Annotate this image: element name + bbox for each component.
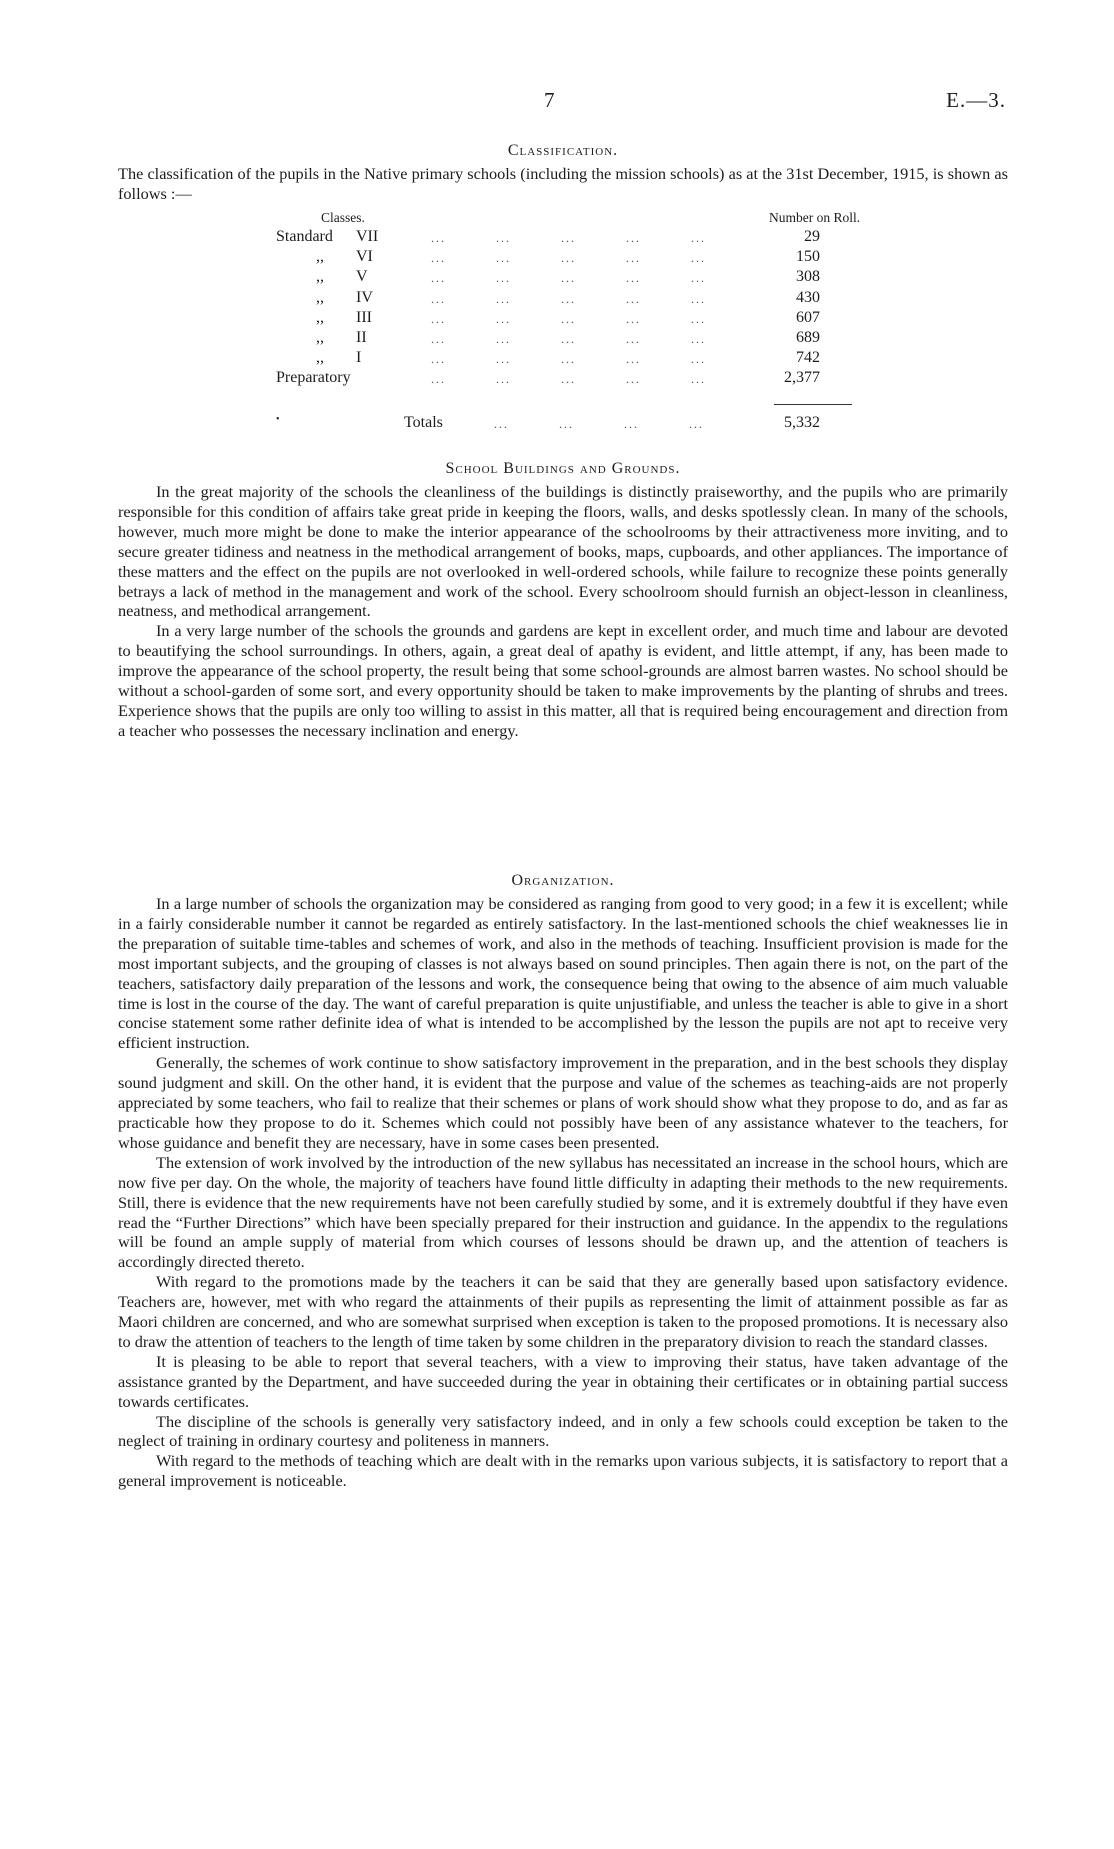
row-leader-dots: ... ... ... ... ... (431, 331, 706, 346)
paragraph: In a very large number of the schools the grounds and gardens are kept in excellent order, and much time and labour are devoted to beautifying the school surroundings. In others, again, a great deal of apathy is evident, and little attempt, if any, has been made to improve the appearance of the school property, the result being that some school-grounds are almost barren wastes. No school should be without a school-garden of some sort, and every opportunity should be taken to make improvements by the planting of shrubs and trees. Experience shows that the pupils are only too willing to assist in this matter, all that is required being encouragement and direction from a teacher who possesses the necessary inclination and energy. (118, 621, 1008, 740)
row-class: VII (356, 228, 379, 245)
paragraph: In the great majority of the schools the cleanliness of the buildings is distinctly praiseworthy, and the pupils who are primarily responsible for this condition of affairs take great pride in keeping the floors, walls, and desks spotlessly clean. In many of the schools, however, much more might be done to make the interior appearance of the schoolrooms by their attractiveness more inviting, and to secure greater tidiness and neatness in the methodical arrangement of books, maps, cupboards, and other appliances. The importance of these matters and the effect on the pupils are not overlooked in well-ordered schools, while failure to recognize these points generally betrays a lack of method in the management and work of the school. Every schoolroom should furnish an object-lesson in cleanliness, neatness, and methodical arrangement. (118, 482, 1008, 621)
row-class: I (356, 349, 362, 367)
paragraph: With regard to the methods of teaching which are dealt with in the remarks upon various subjects, it is satisfactory to report that a general improvement is noticeable. (118, 1451, 1008, 1491)
row-class: III (356, 308, 372, 326)
table-row (276, 349, 876, 369)
page-reference: E.—3. (946, 88, 1006, 112)
buildings-text (118, 482, 1008, 741)
table-row (276, 228, 876, 248)
row-value: 150 (796, 248, 820, 266)
row-leader-dots: ... ... ... ... ... (431, 311, 706, 326)
table-row (276, 329, 876, 349)
table-row (276, 369, 876, 389)
column-header-classes: Classes. (321, 210, 365, 225)
totals-value: 5,332 (784, 414, 820, 431)
classification-heading: Classification. (507, 142, 619, 159)
row-leader-dots: ... ... ... ... ... (431, 291, 706, 306)
row-prefix: Standard (276, 228, 333, 245)
row-class: IV (356, 288, 373, 306)
row-leader-dots: ... ... ... ... ... (431, 271, 706, 286)
row-value: 2,377 (784, 369, 820, 387)
paragraph: Generally, the schemes of work continue to show satisfactory improvement in the preparation, and in the best schools they display sound judgment and skill. On the other hand, it is evident that the purpose and value of the schemes as teaching-aids are not properly appreciated by some teachers, who fail to realize that their schemes or plans of work should show what they propose to do, and as far as practicable how they propose to do it. Schemes which could not possibly have been of any assistance whatever to the teachers, for whose guidance and benefit they are necessary, have in some cases been presented. (118, 1053, 1008, 1152)
row-prefix: ,, (316, 328, 324, 346)
row-value: 689 (796, 328, 820, 346)
row-leader-dots: ... ... ... ... ... (431, 372, 706, 387)
organization-heading: Organization. (511, 872, 615, 889)
row-value: 308 (796, 268, 820, 286)
row-class: V (356, 268, 368, 286)
buildings-heading: School Buildings and Grounds. (445, 460, 681, 477)
table-header (276, 208, 876, 228)
row-prefix: ,, (316, 308, 324, 326)
paragraph: It is pleasing to be able to report that several teachers, with a view to improving their status, have taken advantage of the assistance granted by the Department, and have succeeded during the year in obtaining their certificates or in obtaining partial success towards certificates. (118, 1351, 1008, 1411)
totals-rule (774, 404, 852, 405)
table-row (276, 309, 876, 329)
row-class: II (356, 328, 367, 346)
row-value: 607 (796, 308, 820, 326)
table-row (276, 289, 876, 309)
row-class: VI (356, 248, 373, 266)
table-row (276, 248, 876, 268)
row-leader-dots: ... ... ... ... ... (431, 251, 706, 266)
paragraph: The extension of work involved by the introduction of the new syllabus has necessitated an increase in the school hours, which are now five per day. On the whole, the majority of teachers have found little difficulty in adapting their methods to the new requirements. Still, there is evidence that the new requirements have not been carefully studied by some, and it is extremely doubtful if they have even read the “Further Directions” which have been specially prepared for their instruction and guidance. In the appendix to the regulations will be found an ample supply of material from which courses of lessons should be drawn up, and the attention of teachers is accordingly directed thereto. (118, 1152, 1008, 1272)
classification-intro: The classification of the pupils in the Native primary schools (including the mission schools) as at the 31st December, 1915, is shown as follows :— (118, 164, 1008, 203)
bullet-mark: • (276, 414, 280, 425)
paragraph: In a large number of schools the organization may be considered as ranging from good to very good; in a few it is excellent; while in a fairly considerable number it cannot be regarded as entirely satisfactory. In the last-mentioned schools the chief weaknesses lie in the preparation of suitable time-tables and schemes of work, and also in the methods of teaching. Insufficient provision is made for the most important subjects, and the grouping of classes is not always based on sound principles. Then again there is not, on the part of the teachers, satisfactory daily preparation of the lessons and work, the consequence being that owing to the absence of aim much valuable time is lost in the course of the day. The want of careful preparation is quite unjustifiable, and unless the teacher is able to give in a short concise statement some rather definite idea of what is intended to be accomplished by the lesson the pupils are not apt to receive very efficient instruction. (118, 894, 1008, 1053)
row-value: 742 (796, 349, 820, 367)
totals-dots: ... ... ... ... (494, 417, 704, 431)
row-prefix: ,, (316, 349, 324, 367)
row-prefix: ,, (316, 288, 324, 306)
row-leader-dots: ... ... ... ... ... (431, 231, 706, 245)
organization-text (118, 894, 1008, 1491)
totals-label: Totals (404, 414, 443, 431)
totals-row (276, 414, 876, 436)
row-prefix: ,, (316, 248, 324, 266)
row-value: 430 (796, 288, 820, 306)
table-row (276, 268, 876, 288)
row-value: 29 (804, 228, 820, 245)
row-leader-dots: ... ... ... ... ... (431, 352, 706, 367)
classification-table (276, 208, 876, 390)
page-number: 7 (544, 88, 555, 112)
row-prefix: Preparatory (276, 369, 351, 387)
paragraph: The discipline of the schools is generally very satisfactory indeed, and in only a few schools could exception be taken to the neglect of training in ordinary courtesy and politeness in manners. (118, 1411, 1008, 1451)
column-header-roll: Number on Roll. (769, 210, 861, 225)
paragraph: With regard to the promotions made by the teachers it can be said that they are generally based upon satisfactory evidence. Teachers are, however, met with who regard the attainments of their pupils as representing the limit of attainment possible as far as Maori children are concerned, and who are somewhat surprised when exception is taken to the proposed promotions. It is necessary also to draw the attention of teachers to the length of time taken by some children in the preparatory division to reach the standard classes. (118, 1272, 1008, 1351)
row-prefix: ,, (316, 268, 324, 286)
